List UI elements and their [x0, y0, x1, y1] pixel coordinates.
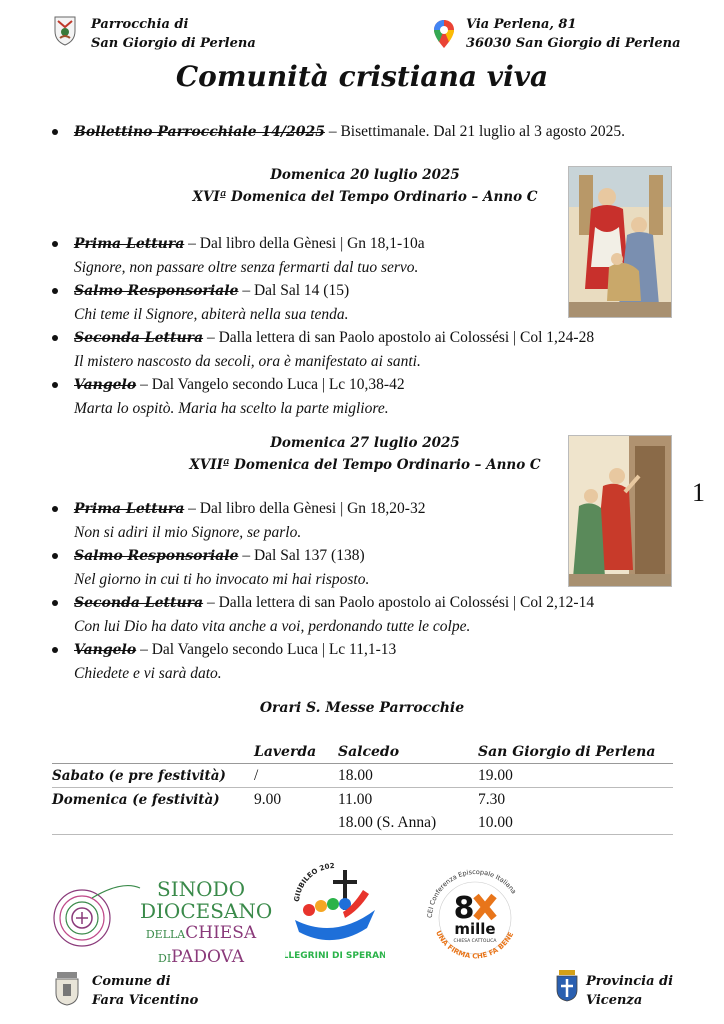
- page-number: 1: [692, 478, 705, 507]
- sunday1-readings: [74, 232, 684, 420]
- table-row: 18.00 (S. Anna) 10.00: [52, 811, 673, 835]
- sinodo-logo: SINODO DIOCESANO DELLACHIESA DIPADOVA: [52, 872, 267, 960]
- sunday2-heading: [180, 432, 550, 476]
- comune-crest-icon: [53, 972, 81, 1011]
- otto-per-mille-logo: [418, 858, 533, 973]
- sunday1-name: XVIª Domenica del Tempo Ordinario – Anno C: [192, 189, 538, 205]
- sunday2-readings: [74, 497, 684, 685]
- sinodo-spiral-icon: [52, 878, 142, 958]
- list-item: Seconda Lettura – Dalla lettera di san Paolo apostolo ai Colossési | Col 2,12-14 Con lui Dio ha dato vita anche a voi, perdonando tutte le colpe.: [74, 591, 684, 638]
- sunday2-date: Domenica 27 luglio 2025: [270, 435, 460, 451]
- list-item: Seconda Lettura – Dalla lettera di san Paolo apostolo ai Colossési | Col 1,24-28 Il mistero nascosto da secoli, ora è manifestato ai santi.: [74, 326, 684, 373]
- sunday2-name: XVIIª Domenica del Tempo Ordinario – Anno C: [189, 457, 541, 473]
- svg-text:PELLEGRINI DI SPERANZA: LLEGRINI DI SPERAN: [285, 951, 385, 961]
- list-item: Vangelo – Dal Vangelo secondo Luca | Lc 11,1-13 Chiedete e vi sarà dato.: [74, 638, 684, 685]
- table-header-row: [52, 740, 673, 764]
- bulletin-label: Bollettino Parrocchiale 14/2025: [74, 124, 325, 140]
- svg-text:mille: mille: [454, 920, 496, 938]
- giubileo-logo: [285, 860, 385, 970]
- sunday1-heading: [190, 164, 540, 208]
- svg-text:CHIESA CATTOLICA: CHIESA CATTOLICA: [453, 939, 497, 944]
- sunday1-date: Domenica 20 luglio 2025: [270, 167, 460, 183]
- svg-text:CEI Conferenza Episcopale Ital: CEI Conferenza Episcopale Italiana: [425, 867, 518, 919]
- svg-text:8: 8: [453, 891, 475, 926]
- col-salcedo: Salcedo: [338, 743, 400, 760]
- mass-times-title: Orari S. Messe Parrocchie: [259, 700, 465, 716]
- list-item: Prima Lettura – Dal libro della Gènesi | Gn 18,1-10a Signore, non passare oltre senza fermarti dal tuo servo.: [74, 232, 684, 279]
- parish-name: Parrocchia di San Giorgio di Perlena: [91, 17, 256, 51]
- mass-times-table: [52, 740, 673, 835]
- col-san-giorgio: San Giorgio di Perlena: [478, 743, 656, 760]
- parish-crest-icon: [52, 14, 78, 51]
- list-item: Prima Lettura – Dal libro della Gènesi | Gn 18,20-32 Non si adiri il mio Signore, se parlo.: [74, 497, 684, 544]
- provincia-name: Provincia di Vicenza: [586, 974, 674, 1008]
- table-row: Domenica (e festività) 9.00 11.00 7.30: [52, 790, 506, 808]
- table-row: Sabato (e pre festività) / 18.00 19.00: [52, 764, 673, 788]
- map-pin-icon: [433, 19, 455, 54]
- col-laverda: Laverda: [254, 743, 317, 760]
- svg-text:GIUBILEO 2025: GIUBILEO 202: [292, 861, 335, 903]
- svg-text:UNA FIRMA CHE FA BENE: UNA FIRMA CHE FA BENE: [434, 929, 516, 961]
- provincia-crest-icon: [556, 970, 578, 1007]
- list-item: Vangelo – Dal Vangelo secondo Luca | Lc 10,38-42 Marta lo ospitò. Maria ha scelto la parte migliore.: [74, 373, 684, 420]
- comune-name: Comune di Fara Vicentino: [92, 974, 199, 1008]
- parish-address: Via Perlena, 81 36030 San Giorgio di Perlena: [466, 17, 681, 51]
- list-item: Salmo Responsoriale – Dal Sal 14 (15) Chi teme il Signore, abiterà nella sua tenda.: [74, 279, 684, 326]
- list-item: Salmo Responsoriale – Dal Sal 137 (138) Nel giorno in cui ti ho invocato mi hai risposto.: [74, 544, 684, 591]
- bulletin-line: [74, 120, 625, 144]
- page-title: Comunità cristiana viva: [175, 60, 549, 93]
- bulletin-text: – Bisettimanale. Dal 21 luglio al 3 agosto 2025.: [324, 123, 626, 140]
